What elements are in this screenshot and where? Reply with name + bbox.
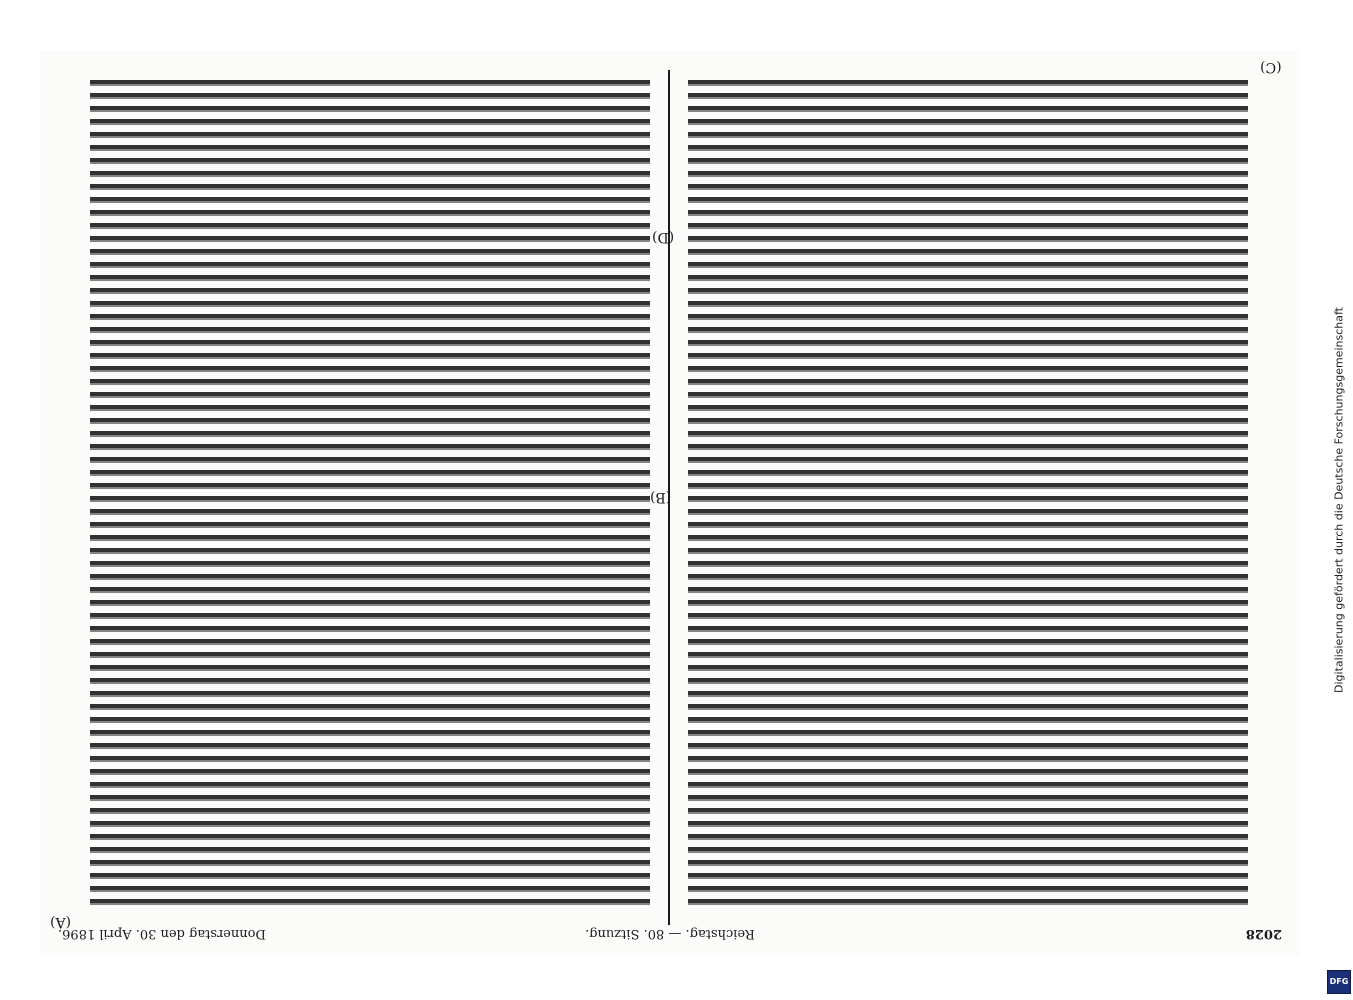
margin-letter-a: (A) — [50, 914, 72, 930]
digitization-credit — [1325, 0, 1353, 1000]
page-number: 2028 — [1245, 926, 1282, 941]
margin-letter-b: (B) — [650, 489, 672, 505]
header-date: Donnerstag den 30. April 1896. — [58, 926, 266, 941]
text-column-left — [90, 80, 650, 910]
dfg-logo-text: DFG — [1329, 977, 1349, 986]
header-title: Reichstag. — 80. Sitzung. — [585, 926, 755, 941]
margin-letter-c: (C) — [1260, 59, 1282, 75]
dfg-logo — [1327, 970, 1351, 994]
credit-text: Digitalisierung gefördert durch die Deutsche Forschungsgemeinschaft — [1332, 307, 1346, 693]
scanned-page — [40, 50, 1300, 955]
margin-letter-d: (D) — [652, 229, 675, 245]
running-header — [40, 918, 1300, 948]
text-column-right — [688, 80, 1248, 910]
